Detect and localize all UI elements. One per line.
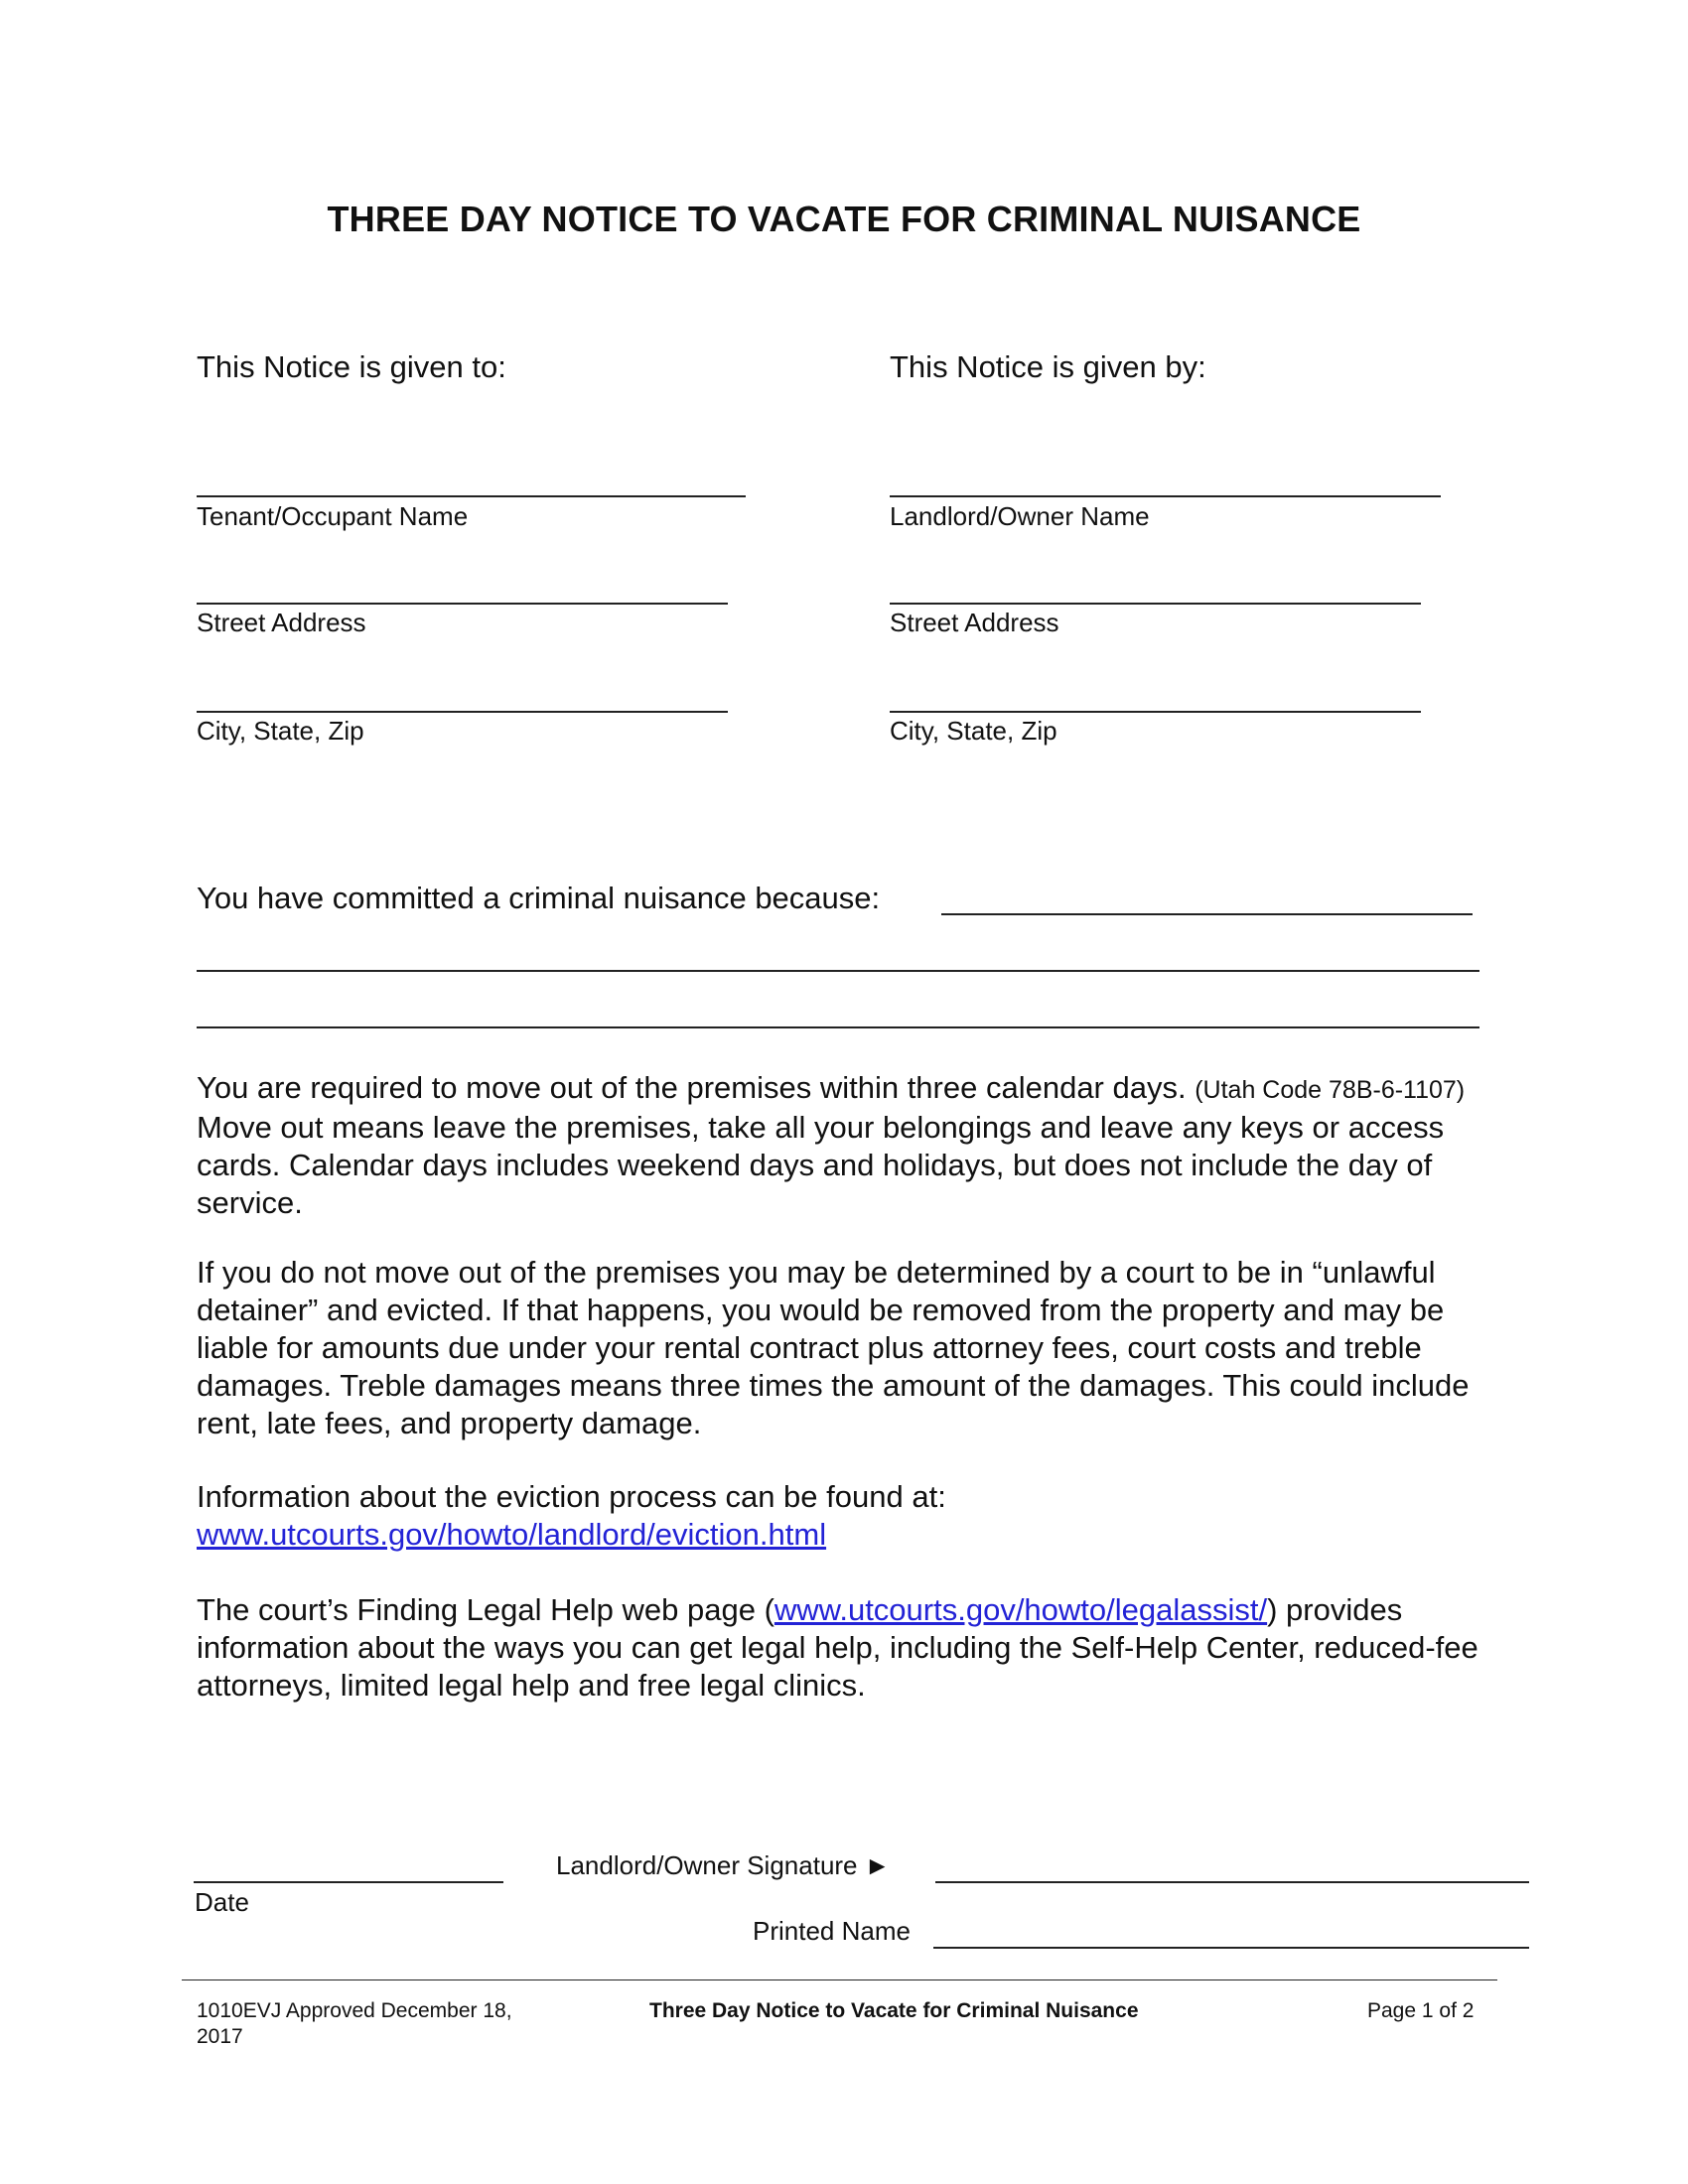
given-to-heading: This Notice is given to: (197, 349, 506, 384)
date-label: Date (195, 1887, 249, 1917)
footer-page-number: Page 1 of 2 (1367, 1999, 1475, 2022)
tenant-street-label: Street Address (197, 608, 366, 637)
nuisance-reason-line-2[interactable] (197, 970, 1479, 972)
eviction-info-link[interactable]: www.utcourts.gov/howto/landlord/eviction.html (197, 1517, 827, 1552)
tenant-street-line[interactable] (197, 603, 728, 605)
signature-line[interactable] (935, 1881, 1529, 1883)
legal-help-before: The court’s Finding Legal Help web page ( (197, 1592, 774, 1627)
tenant-name-label: Tenant/Occupant Name (197, 501, 469, 531)
unlawful-detainer-paragraph: If you do not move out of the premises you may be determined by a court to be in “unlawful detainer” and evicted. If that happens, you would be removed from the property and may be liable for amounts due under your rental contract plus attorney fees, court costs and treble damages. Treble damages means three times the amount of the damages. This could include rent, late fees, and property damage. (197, 1255, 1470, 1440)
nuisance-reason-line-3[interactable] (197, 1026, 1479, 1028)
tenant-city-line[interactable] (197, 711, 728, 713)
landlord-street-line[interactable] (890, 603, 1421, 605)
landlord-city-line[interactable] (890, 711, 1421, 713)
landlord-city-label: City, State, Zip (890, 716, 1057, 746)
move-out-rest: Move out means leave the premises, take all your belongings and leave any keys or access cards. Calendar days includes weekend days and holidays, but does not include the day of service. (197, 1110, 1445, 1220)
document-title: THREE DAY NOTICE TO VACATE FOR CRIMINAL NUISANCE (327, 199, 1361, 239)
nuisance-prompt: You have committed a criminal nuisance because: (197, 881, 881, 915)
legal-help-after: ) provides information about the ways you can get legal help, including the Self-Help Center, reduced-fee attorneys, limited legal help and free legal clinics. (197, 1592, 1478, 1703)
landlord-name-line[interactable] (890, 495, 1441, 497)
footer-divider (182, 1979, 1497, 1980)
nuisance-reason-line-1[interactable] (941, 913, 1473, 915)
printed-name-label: Printed Name (753, 1916, 911, 1946)
signature-label: Landlord/Owner Signature ► (556, 1850, 891, 1880)
move-out-paragraph (197, 1069, 1492, 1222)
tenant-city-label: City, State, Zip (197, 716, 364, 746)
date-line[interactable] (194, 1881, 503, 1883)
utah-code-citation: (Utah Code 78B-6-1107) (1195, 1076, 1466, 1104)
landlord-name-label: Landlord/Owner Name (890, 501, 1150, 531)
footer-title: Three Day Notice to Vacate for Criminal Nuisance (649, 1999, 1139, 2022)
given-by-heading: This Notice is given by: (890, 349, 1206, 384)
footer-form-id: 1010EVJ Approved December 18, 2017 (197, 1999, 512, 2048)
eviction-info-paragraph (197, 1478, 1477, 1554)
move-out-lead: You are required to move out of the premises within three calendar days. (197, 1070, 1187, 1105)
tenant-name-line[interactable] (197, 495, 746, 497)
eviction-info-text: Information about the eviction process can be found at: (197, 1479, 946, 1514)
landlord-street-label: Street Address (890, 608, 1059, 637)
printed-name-line[interactable] (933, 1947, 1529, 1949)
legal-help-paragraph (197, 1591, 1532, 1705)
legal-help-link[interactable]: www.utcourts.gov/howto/legalassist/ (774, 1592, 1268, 1627)
